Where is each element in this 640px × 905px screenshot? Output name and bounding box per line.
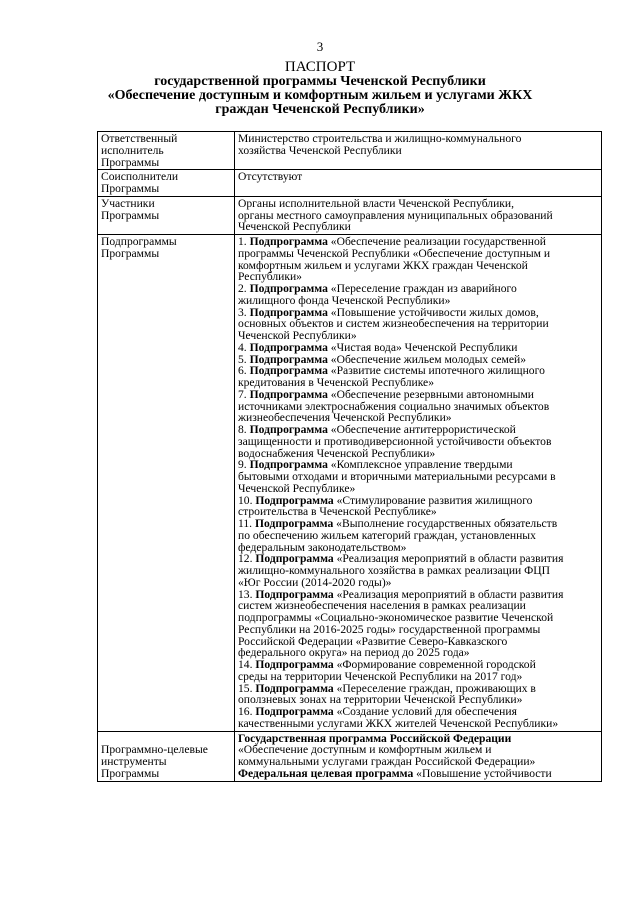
subprogram-number: 5. [238, 352, 247, 366]
subprogram-number: 15. [238, 681, 253, 695]
subprogram-item [238, 589, 599, 660]
value-instruments [235, 731, 602, 781]
subprogram-item [238, 424, 599, 459]
subprogram-line [238, 718, 599, 730]
subprogram-keyword: Подпрограмма [249, 352, 328, 366]
subprogram-text: комфортным жильем и услугами ЖКХ граждан Чеченской [238, 258, 528, 272]
subprogram-keyword: Подпрограмма [255, 705, 334, 718]
subprogram-number: 1. [238, 235, 247, 248]
row-subprograms [98, 235, 602, 732]
subprogram-text: «Реализация мероприятий в области развития [333, 552, 564, 566]
subprogram-item [238, 495, 599, 519]
subprogram-keyword: Подпрограмма [255, 552, 334, 566]
subprogram-number: 12. [238, 552, 253, 566]
subprogram-text: Республики на 2016-2025 годы» государственной программы [238, 622, 541, 636]
label-line: Программы [101, 246, 160, 260]
subprogram-text: Чеченской Республике» [238, 481, 356, 495]
label-instruments [98, 731, 235, 781]
title-line-2: государственной программы Чеченской Республики [154, 74, 486, 89]
label-executor [98, 132, 235, 170]
subprogram-keyword: Подпрограмма [249, 387, 328, 401]
subprogram-item [238, 307, 599, 342]
subprogram-text: Российской Федерации «Развитие Северо-Кавказского [238, 634, 508, 648]
row-coexecutors [98, 170, 602, 197]
subprogram-number: 16. [238, 705, 253, 718]
subprogram-item [238, 283, 599, 307]
subprogram-text: «Формирование современной городской [333, 658, 536, 671]
label-coexecutors [98, 170, 235, 197]
value-line: органы местного самоуправления муниципальных образований [238, 208, 553, 222]
value-executor [235, 132, 602, 170]
subprogram-number: 6. [238, 364, 247, 378]
subprogram-text: Чеченской Республики» [238, 329, 357, 342]
row-executor [98, 132, 602, 170]
instrument-text: «Повышение устойчивости [413, 766, 552, 780]
subprogram-text: «Повышение устойчивости жилых домов, [327, 305, 539, 319]
subprogram-text: «Чистая вода» Чеченской Республики [327, 340, 518, 354]
title-line-4: граждан Чеченской Республики» [215, 102, 425, 117]
subprogram-text: «Обеспечение антитеррористической [327, 423, 516, 436]
value-line: Чеченской Республики [238, 220, 351, 234]
subprogram-item [238, 706, 599, 730]
subprogram-text: строительства в Чеченской Республике» [238, 505, 437, 519]
subprogram-text: по обеспечению жильем категорий граждан, установленных [238, 528, 536, 542]
value-subprograms [235, 235, 602, 732]
label-line: инструменты [101, 755, 167, 768]
subprogram-text: «Выполнение государственных обязательств [333, 517, 558, 530]
subprogram-text: качественными услугами ЖКХ жителей Чеченской Республики» [238, 716, 559, 730]
subprogram-keyword: Подпрограмма [249, 282, 328, 295]
subprogram-text: жилищно-коммунального хозяйства в рамках реализации ФЦП [238, 564, 551, 577]
subprogram-keyword: Подпрограмма [249, 364, 328, 378]
passport-table [97, 131, 602, 782]
subprogram-text: федерального округа» на период до 2025 года» [238, 646, 470, 660]
label-line: Программы [101, 155, 160, 169]
subprogram-text: водоснабжения Чеченской Республики» [238, 446, 436, 460]
subprogram-keyword: Подпрограмма [249, 423, 328, 436]
subprogram-keyword: Подпрограмма [249, 340, 328, 354]
subprogram-keyword: Подпрограмма [255, 587, 334, 601]
value-line: Отсутствуют [238, 170, 303, 184]
subprogram-text: среды на территории Чеченской Республики на 2017 год» [238, 669, 523, 683]
subprogram-text: «Обеспечение жильем молодых семей» [327, 352, 526, 366]
subprogram-text: защищенности и противодиверсионной устойчивости объектов [238, 434, 552, 448]
subprogram-item [238, 365, 599, 389]
subprogram-keyword: Подпрограмма [255, 658, 334, 671]
subprogram-number: 3. [238, 305, 247, 319]
label-line: Программно-целевые [101, 743, 208, 757]
subprogram-text: жилищного фонда Чеченской Республики» [238, 293, 451, 307]
value-line: Министерство строительства и жилищно-коммунального [238, 132, 522, 145]
label-line: Ответственный [101, 132, 178, 145]
subprogram-text: «Создание условий для обеспечения [333, 705, 517, 718]
subprogram-keyword: Подпрограмма [249, 458, 328, 472]
subprogram-text: систем жизнеобеспечения населения в рамках реализации [238, 599, 526, 613]
subprogram-number: 13. [238, 587, 253, 601]
title-passport: ПАСПОРТ [284, 59, 356, 75]
subprogram-text: «Обеспечение резервными автономными [327, 387, 535, 401]
value-line: коммунальными услугами граждан Российской Федерации» [238, 755, 536, 768]
subprogram-number: 10. [238, 493, 253, 507]
subprogram-keyword: Подпрограмма [249, 235, 328, 248]
subprogram-text: кредитования в Чеченской Республике» [238, 376, 434, 389]
subprogram-text: «Реализация мероприятий в области развития [333, 587, 564, 601]
subprogram-text: Республики» [238, 270, 302, 284]
subprogram-text: «Переселение граждан, проживающих в [333, 681, 536, 695]
label-line: Участники [101, 196, 155, 210]
subprogram-text: программы Чеченской Республики «Обеспечение доступным и [238, 246, 551, 260]
subprogram-keyword: Подпрограмма [254, 517, 334, 530]
subprogram-number: 7. [238, 387, 247, 401]
label-subprograms [98, 235, 235, 732]
subprogram-text: «Юг России (2014-2020 годы)» [238, 575, 392, 589]
label-line: Программы [101, 208, 160, 222]
value-participants [235, 196, 602, 234]
label-line: исполнитель [101, 143, 164, 157]
document-title [90, 60, 550, 117]
subprogram-number: 4. [238, 340, 247, 354]
title-line-3: «Обеспечение доступным и комфортным жильем и услугами ЖКХ [107, 88, 533, 103]
label-participants [98, 196, 235, 234]
label-line: Программы [101, 182, 160, 195]
value-line: хозяйства Чеченской Республики [238, 143, 402, 157]
subprogram-number: 9. [238, 458, 247, 472]
subprogram-keyword: Подпрограмма [249, 305, 328, 319]
subprogram-item [238, 236, 599, 283]
subprogram-text: «Обеспечение реализации государственной [327, 235, 546, 248]
subprogram-number: 14. [238, 658, 253, 671]
subprogram-item [238, 459, 599, 494]
subprogram-number: 11. [238, 517, 253, 530]
value-coexecutors [235, 170, 602, 197]
subprogram-item [238, 389, 599, 424]
value-line: «Обеспечение доступным и комфортным жильем и [238, 743, 492, 757]
subprogram-text: основных объектов и систем жизнеобеспечения на территории [238, 317, 549, 331]
value-line: Органы исполнительной власти Чеченской Республики, [238, 196, 515, 210]
row-participants [98, 196, 602, 234]
subprogram-text: оползневых зонах на территории Чеченской Республики» [238, 693, 523, 707]
subprogram-number: 2. [238, 282, 247, 295]
subprogram-number: 8. [238, 423, 247, 436]
subprogram-text: жизнеобеспечения Чеченской Республики» [238, 411, 452, 425]
subprogram-text: подпрограммы «Социально-экономическое развитие Чеченской [238, 611, 554, 624]
subprogram-item [238, 659, 599, 683]
instrument-heading-1: Государственная программа Российской Федерации [238, 731, 512, 745]
subprogram-item [238, 553, 599, 588]
instrument-heading-2: Федеральная целевая программа [238, 766, 414, 780]
subprogram-text: «Развитие системы ипотечного жилищного [327, 364, 545, 378]
row-instruments [98, 731, 602, 781]
label-line: Соисполнители [101, 170, 179, 184]
subprogram-text: бытовыми отходами и вторичными материальными ресурсами в [238, 470, 556, 483]
page-number: 3 [316, 39, 324, 54]
subprogram-text: «Переселение граждан из аварийного [327, 282, 517, 295]
subprogram-item [238, 518, 599, 553]
subprogram-item [238, 683, 599, 707]
subprogram-text: «Комплексное управление твердыми [327, 458, 513, 472]
subprogram-text: источниками электроснабжения социально значимых объектов [238, 399, 550, 413]
subprogram-text: «Стимулирование развития жилищного [333, 493, 533, 507]
label-line: Подпрограммы [101, 235, 177, 248]
label-line: Программы [101, 766, 160, 780]
subprogram-keyword: Подпрограмма [255, 681, 334, 695]
subprogram-text: федеральным законодательством» [238, 540, 407, 554]
subprogram-keyword: Подпрограмма [255, 493, 334, 507]
